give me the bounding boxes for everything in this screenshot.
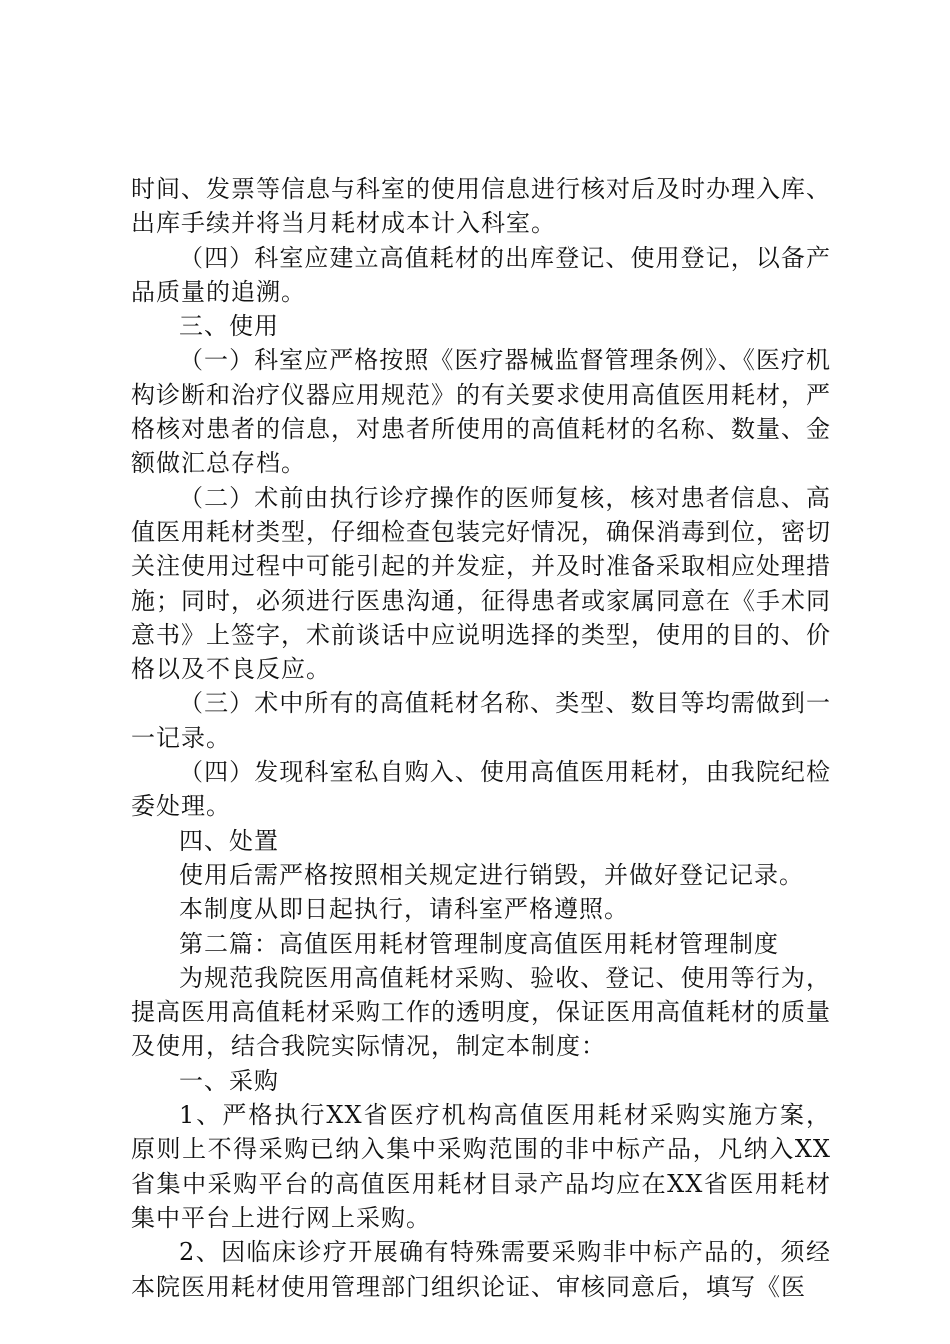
section-heading-usage: 三、使用: [179, 312, 279, 341]
paragraph-9: 使用后需严格按照相关规定进行销毁，并做好登记记录。: [179, 860, 804, 889]
paragraph-10: 本制度从即日起执行，请科室严格遵照。: [179, 895, 629, 924]
paragraph-14: 1、严格执行XX省医疗机构高值医用耗材采购实施方案，原则上不得采购已纳入集中采购范围的非中标产品，凡纳入XX省集中采购平台的高值医用耗材目录产品均应在XX省医用耗材集中平台上进行网上采购。: [131, 1101, 831, 1232]
paragraph-6: （三）术中所有的高值耗材名称、类型、数目等均需做到一一记录。: [131, 689, 831, 752]
paragraph-7: （四）发现科室私自购入、使用高值医用耗材，由我院纪检委处理。: [131, 758, 831, 821]
paragraph-2: （四）科室应建立高值耗材的出库登记、使用登记，以备产品质量的追溯。: [131, 243, 831, 306]
paragraph-12: 为规范我院医用高值耗材采购、验收、登记、使用等行为，提高医用高值耗材采购工作的透明度，保证医用高值耗材的质量及使用，结合我院实际情况，制定本制度：: [131, 963, 831, 1061]
paragraph-1: 时间、发票等信息与科室的使用信息进行核对后及时办理入库、出库手续并将当月耗材成本计入科室。: [131, 175, 831, 238]
section-heading-procurement: 一、采购: [179, 1066, 279, 1095]
paragraph-4: （一）科室应严格按照《医疗器械监督管理条例》、《医疗机构诊断和治疗仪器应用规范》的有关要求使用高值医用耗材，严格核对患者的信息，对患者所使用的高值耗材的名称、数量、金额做汇总存档。: [131, 346, 831, 478]
paragraph-15: 2、因临床诊疗开展确有特殊需要采购非中标产品的，须经本院医用耗材使用管理部门组织论证、审核同意后，填写《医: [131, 1238, 831, 1301]
section-heading-disposal: 四、处置: [179, 826, 279, 855]
document-body: [131, 172, 831, 1304]
chapter-heading-part-two: 第二篇：高值医用耗材管理制度高值医用耗材管理制度: [179, 929, 779, 958]
paragraph-5: （二）术前由执行诊疗操作的医师复核，核对患者信息、高值医用耗材类型，仔细检查包装完好情况，确保消毒到位，密切关注使用过程中可能引起的并发症，并及时准备采取相应处理措施；同时，必须进行医患沟通，征得患者或家属同意在《手术同意书》上签字，术前谈话中应说明选择的类型，使用的目的、价格以及不良反应。: [131, 483, 831, 684]
